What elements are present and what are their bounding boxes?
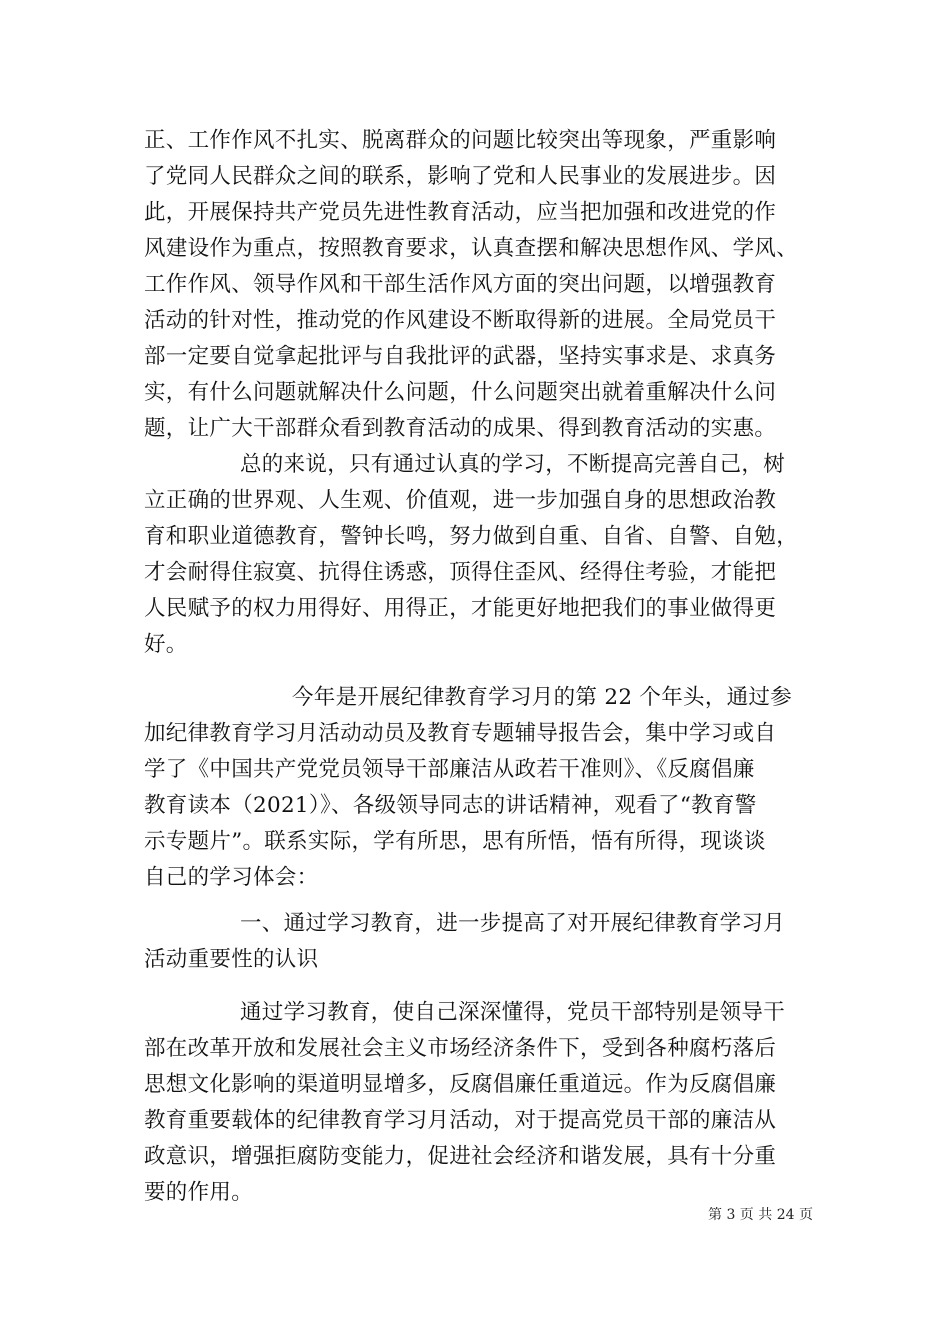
page-footer: 第 3 页 共 24 页 (708, 1207, 813, 1223)
text-line: 学了《中国共产党党员领导干部廉洁从政若干准则》、《反腐倡廉 (144, 757, 755, 782)
text-line: 立正确的世界观、人生观、价值观，进一步加强自身的思想政治教 (144, 488, 777, 513)
text-line: 活动的针对性，推动党的作风建设不断取得新的进展。全局党员干 (144, 308, 777, 333)
text-line: 实，有什么问题就解决什么问题，什么问题突出就着重解决什么问 (144, 380, 777, 405)
text-line: 题，让广大干部群众看到教育活动的成果、得到教育活动的实惠。 (144, 416, 777, 441)
text-line: 示专题片”。联系实际，学有所思，思有所悟，悟有所得，现谈谈 (144, 829, 766, 854)
text-line: 人民赋予的权力用得好、用得正，才能更好地把我们的事业做得更 (144, 596, 777, 621)
section-heading: 活动重要性的认识 (144, 947, 319, 972)
text-line: 部一定要自觉拿起批评与自我批评的武器，坚持实事求是、求真务 (144, 344, 777, 369)
section-heading: 一、通过学习教育，进一步提高了对开展纪律教育学习月 (240, 911, 786, 936)
text-line: 好。 (144, 632, 188, 657)
text-line: 才会耐得住寂寞、抗得住诱惑，顶得住歪风、经得住考验，才能把 (144, 560, 777, 585)
text-line: 此，开展保持共产党员先进性教育活动，应当把加强和改进党的作 (144, 200, 777, 225)
text-line: 加纪律教育学习月活动动员及教育专题辅导报告会，集中学习或自 (144, 721, 777, 746)
text-line: 要的作用。 (144, 1180, 254, 1205)
text-line: 教育读本（2021）》、各级领导同志的讲话精神，观看了“教育警 (144, 793, 757, 818)
text-line: 自己的学习体会： (144, 865, 319, 890)
text-line: 部在改革开放和发展社会主义市场经济条件下，受到各种腐朽落后 (144, 1036, 777, 1061)
text-line: 育和职业道德教育，警钟长鸣，努力做到自重、自省、自警、自勉， (144, 524, 799, 549)
text-line: 正、工作作风不扎实、脱离群众的问题比较突出等现象，严重影响 (144, 128, 777, 153)
text-line: 了党同人民群众之间的联系，影响了党和人民事业的发展进步。因 (144, 164, 777, 189)
text-line: 通过学习教育，使自己深深懂得，党员干部特别是领导干 (240, 1000, 786, 1025)
text-line: 教育重要载体的纪律教育学习月活动，对于提高党员干部的廉洁从 (144, 1108, 777, 1133)
text-line: 总的来说，只有通过认真的学习，不断提高完善自己，树 (240, 452, 786, 477)
text-line: 思想文化影响的渠道明显增多，反腐倡廉任重道远。作为反腐倡廉 (144, 1072, 777, 1097)
text-line: 政意识，增强拒腐防变能力，促进社会经济和谐发展，具有十分重 (144, 1144, 777, 1169)
text-line: 今年是开展纪律教育学习月的第 22 个年头，通过参 (292, 685, 793, 710)
text-line: 工作作风、领导作风和干部生活作风方面的突出问题，以增强教育 (144, 272, 777, 297)
text-line: 风建设作为重点，按照教育要求，认真查摆和解决思想作风、学风、 (144, 236, 799, 261)
